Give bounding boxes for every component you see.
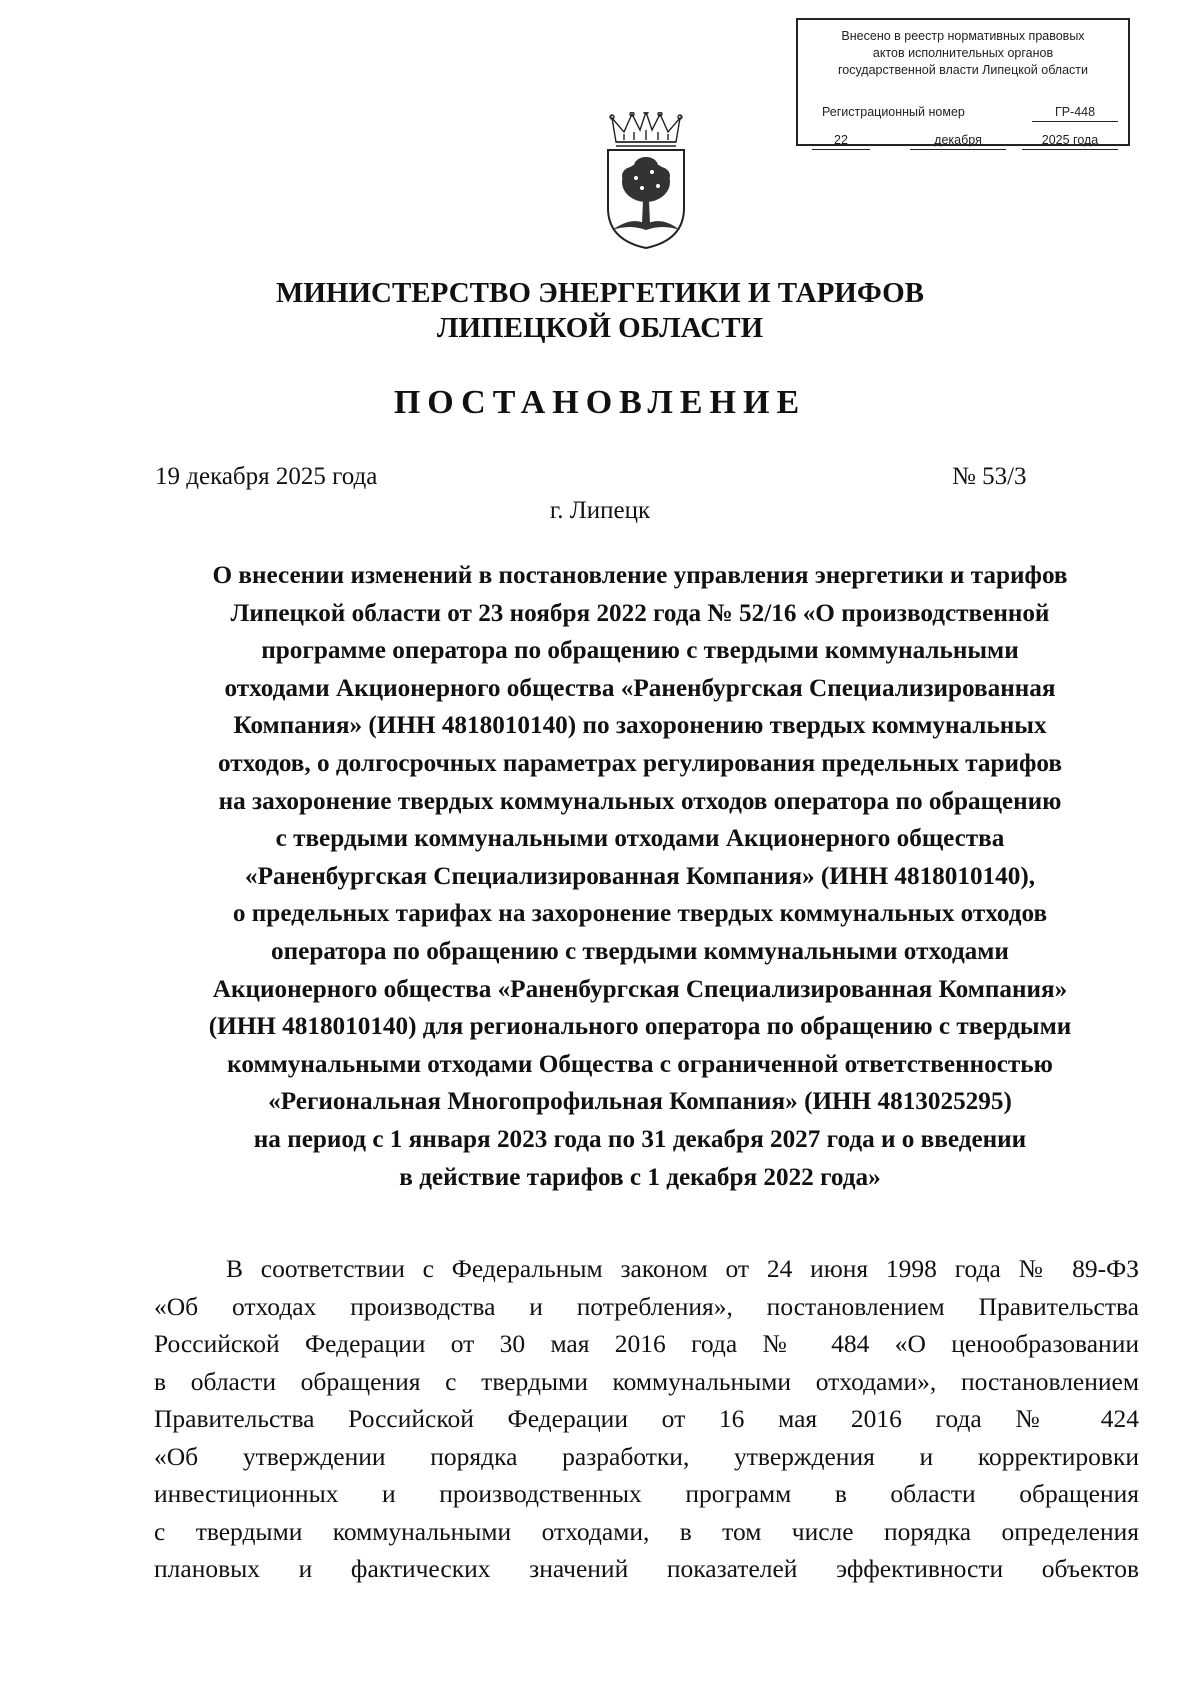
body-line: «Об отходах производства и потребления», постановлением Правительства: [154, 1291, 1139, 1321]
ministry-line-2: ЛИПЕЦКОЙ ОБЛАСТИ: [436, 312, 764, 344]
document-city: г. Липецк: [549, 497, 651, 524]
stamp-date-month: декабря: [910, 132, 1006, 150]
title-line: в действие тарифов с 1 декабря 2022 года»: [399, 1163, 881, 1191]
body-line: В соответствии с Федеральным законом от 24 июня 1998 года № 89-ФЗ: [226, 1254, 1139, 1283]
document-title: [145, 557, 1135, 1196]
stamp-date-day: 22: [812, 132, 870, 150]
title-line: о предельных тарифах на захоронение твердых коммунальных отходов: [232, 900, 1048, 928]
registry-stamp: [796, 18, 1130, 146]
title-line: «Региональная Многопрофильная Компания» (ИНН 4813025295): [268, 1088, 1012, 1116]
ministry-heading: [200, 276, 1000, 346]
title-line: Липецкой области от 23 ноября 2022 года № 52/16 «О производственной: [230, 599, 1050, 627]
title-line: (ИНН 4818010140) для регионального оператора по обращению с твердыми: [208, 1013, 1072, 1041]
title-line: «Раненбургская Специализированная Компания» (ИНН 4818010140),: [245, 862, 1035, 890]
body-line: в области обращения с твердыми коммунальными отходами», постановлением: [154, 1366, 1139, 1396]
title-line: отходов, о долгосрочных параметрах регулирования предельных тарифов: [217, 749, 1063, 777]
ministry-line-1: МИНИСТЕРСТВО ЭНЕРГЕТИКИ И ТАРИФОВ: [275, 277, 925, 309]
title-line: с твердыми коммунальными отходами Акционерного общества: [275, 825, 1005, 853]
stamp-registration-row: [816, 104, 1118, 122]
title-line: на период с 1 января 2023 года по 31 декабря 2027 года и о введении: [253, 1125, 1027, 1153]
stamp-line-1: Внесено в реестр нормативных правовых: [841, 29, 1085, 43]
document-type-heading: ПОСТАНОВЛЕНИЕ: [393, 384, 807, 421]
body-line: Российской Федерации от 30 мая 2016 года № 484 «О ценообразовании: [154, 1329, 1139, 1358]
body-line: с твердыми коммунальными отходами, в том числе порядка определения: [154, 1516, 1139, 1546]
body-line: Правительства Российской Федерации от 16 мая 2016 года № 424: [154, 1404, 1139, 1433]
stamp-registration-number: ГР-448: [1032, 104, 1118, 122]
stamp-date-row: [812, 132, 1118, 150]
body-line: инвестиционных и производственных программ в области обращения: [154, 1479, 1139, 1508]
title-line: программе оператора по обращению с твердыми коммунальными: [261, 637, 1019, 665]
title-line: О внесении изменений в постановление управления энергетики и тарифов: [212, 562, 1068, 589]
document-date: 19 декабря 2025 года: [155, 463, 378, 490]
stamp-line-2: актов исполнительных органов: [872, 46, 1054, 60]
document-number: № 53/3: [952, 463, 1027, 490]
title-line: на захоронение твердых коммунальных отходов оператора по обращению: [218, 787, 1062, 815]
title-line: Акционерного общества «Раненбургская Специализированная Компания»: [212, 975, 1068, 1003]
body-line: «Об утверждении порядка разработки, утверждения и корректировки: [154, 1441, 1139, 1471]
body-line: плановых и фактических значений показателей эффективности объектов: [154, 1554, 1139, 1583]
title-line: Компания» (ИНН 4818010140) по захоронению твердых коммунальных: [233, 712, 1047, 740]
stamp-registration-label: Регистрационный номер: [822, 105, 965, 119]
title-line: оператора по обращению с твердыми коммунальными отходами: [271, 937, 1009, 965]
title-line: отходами Акционерного общества «Раненбургская Специализированная: [224, 674, 1056, 702]
stamp-date-year: 2025 года: [1022, 132, 1118, 150]
title-line: коммунальными отходами Общества с ограниченной ответственностью: [227, 1050, 1053, 1078]
body-paragraph: [154, 1250, 1139, 1588]
coat-of-arms-icon: [602, 112, 690, 250]
stamp-line-3: государственной власти Липецкой области: [837, 63, 1089, 77]
